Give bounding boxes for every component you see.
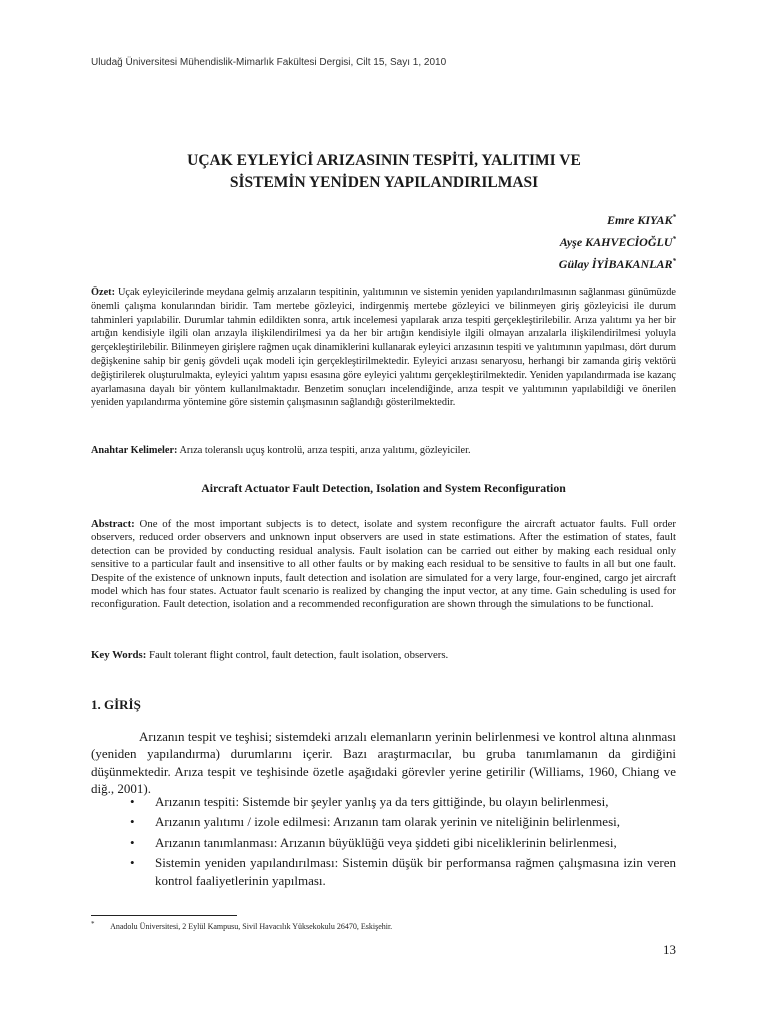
keywords-en-text: Fault tolerant flight control, fault detection, fault isolation, observers.: [149, 649, 449, 661]
intro-paragraph: Arızanın tespit ve teşhisi; sistemdeki arızalı elemanların yerinin belirlenmesi ve kontrol altına alınması (yeniden yapılandırma) durumlarını içerir. Bazı araştırmacılar, bu gruba tanımlamanın da girdiğini düşünmektedir. Arıza tespit ve teşhisinde özetle aşağıdaki görevler yerine getirilir (Williams, 1960, Chiang ve diğ., 2001).: [91, 729, 676, 797]
paper-title: [100, 150, 668, 194]
author: Emre KIYAK*: [607, 213, 676, 227]
author-list: [559, 208, 676, 274]
list-item: • Arızanın tanımlanması: Arızanın büyüklüğü veya şiddeti gibi niceliklerinin belirlenmesi,: [130, 834, 617, 850]
turkish-keywords: [91, 444, 676, 458]
english-abstract: [91, 518, 676, 612]
page-number: 13: [663, 942, 676, 957]
bullet-icon: •: [130, 834, 135, 850]
title-line-2: SİSTEMİN YENİDEN YAPILANDIRILMASI: [229, 174, 539, 191]
bullet-icon: •: [130, 814, 135, 830]
abstract-label: Abstract:: [91, 518, 135, 530]
title-line-1: UÇAK EYLEYİCİ ARIZASININ TESPİTİ, YALITIMI VE: [187, 152, 581, 169]
summary-text: Uçak eyleyicilerinde meydana gelmiş arızaların tespitinin, yalıtımının ve sistemin yeniden yapılandırılmasının sağlanması günümüzde önemli çalışma konularından biridir. Tam mertebe gözleyici, indirgenmiş mertebe gözleyici ve bilinmeyen giriş gözleyicisi ile durum tahminleri yapılabilir. Durumlar tahmin edildikten sonra, artık incelemesi yapılarak arıza tespiti gerçekleştirilebilir. Arıza yalıtımı ya her bir artığın kendisiyle ilgili olan arızayla ilişkilendirilmesi ya da her bir artığın kendisiyle ilgili olmayan arızalarla ilişkilendirilmesi yoluyla gerçekleştirilebilir. Bilinmeyen girişlere rağmen uçak dinamiklerini kullanarak eyleyici arızasının tespiti ve yalıtımının yapılması, dört durum değişkenine sahip bir geniş gövdeli uçak modeli için gerçekleştirilmektedir. Eyleyici arızası senaryosu, herhangi bir zamanda giriş vektörü değiştirilerek oluşturulmakta, eyleyici yalıtım yapısı esasına göre eyleyici yalıtımı gerçekleştirilmektedir. Yeniden yapılandırmada ise kazanç ayarlamasına dayalı bir yöntem kullanılmaktadır. Benzetim sonuçları incelendiğinde, arıza tespit ve yalıtımının yapılabildiği ve önerilen yeniden yapılandırma yöntemine göre sistemin çalışmasının sağlandığı gösterilmektedir.: [91, 287, 676, 409]
keywords-tr-label: Anahtar Kelimeler:: [91, 445, 178, 456]
turkish-summary: [91, 286, 676, 410]
footnote-divider: [91, 915, 237, 916]
summary-label: Özet:: [91, 287, 116, 298]
task-list: [130, 793, 676, 892]
footnote-text: Anadolu Üniversitesi, 2 Eylül Kampusu, Sivil Havacılık Yüksekokulu 26470, Eskişehir.: [110, 922, 393, 931]
bullet-icon: •: [130, 855, 135, 871]
keywords-en-label: Key Words:: [91, 649, 147, 661]
section-heading: 1. GİRİŞ: [91, 697, 141, 712]
keywords-tr-text: Arıza toleranslı uçuş kontrolü, arıza tespiti, arıza yalıtımı, gözleyiciler.: [179, 445, 471, 456]
abstract-text: One of the most important subjects is to detect, isolate and system reconfigure the aircraft actuator faults. Full order observers, reduced order observers and unknown input observers are used in state estimations. After the estimation of states, fault detection can be provided by conducting residual analysis. Fault isolation can be carried out either by making each residual only sensitive to a particular fault and insensitive to all other faults or by making each residual to be sensitive to faults in all but one fault. Despite of the existence of unknown inputs, fault detection and isolation are simulated for a very large, four-engined, cargo jet aircraft model which has four states. Actuator fault scenario is realized by changing the input vector, at any time. Gain scheduling is used for reconfiguration. Fault detection, isolation and a recommended reconfiguration are shown through the simulations to be functional.: [91, 518, 677, 611]
bullet-icon: •: [130, 794, 135, 809]
footnote-mark: *: [91, 920, 95, 928]
author: Gülay İYİBAKANLAR*: [558, 257, 676, 271]
english-keywords: [91, 649, 676, 663]
english-title: Aircraft Actuator Fault Detection, Isolation and System Reconfiguration: [201, 481, 566, 495]
list-item: • Arızanın yalıtımı / izole edilmesi: Arızanın tam olarak yerinin ve niteliğinin belirlenmesi,: [130, 814, 620, 830]
footnote: [91, 922, 392, 931]
journal-header: Uludağ Üniversitesi Mühendislik-Mimarlık Fakültesi Dergisi, Cilt 15, Sayı 1, 2010: [91, 57, 447, 68]
author: Ayşe KAHVECİOĞLU*: [559, 235, 676, 249]
list-item: • Arızanın tespiti: Sistemde bir şeyler yanlış ya da ters gittiğinde, bu olayın belirlenmesi,: [130, 794, 609, 809]
list-item: • Sistemin yeniden yapılandırılması: Sistemin düşük bir performansa rağmen çalışmasına izin veren kontrol faaliyetlerinin yapılması.: [130, 855, 676, 888]
